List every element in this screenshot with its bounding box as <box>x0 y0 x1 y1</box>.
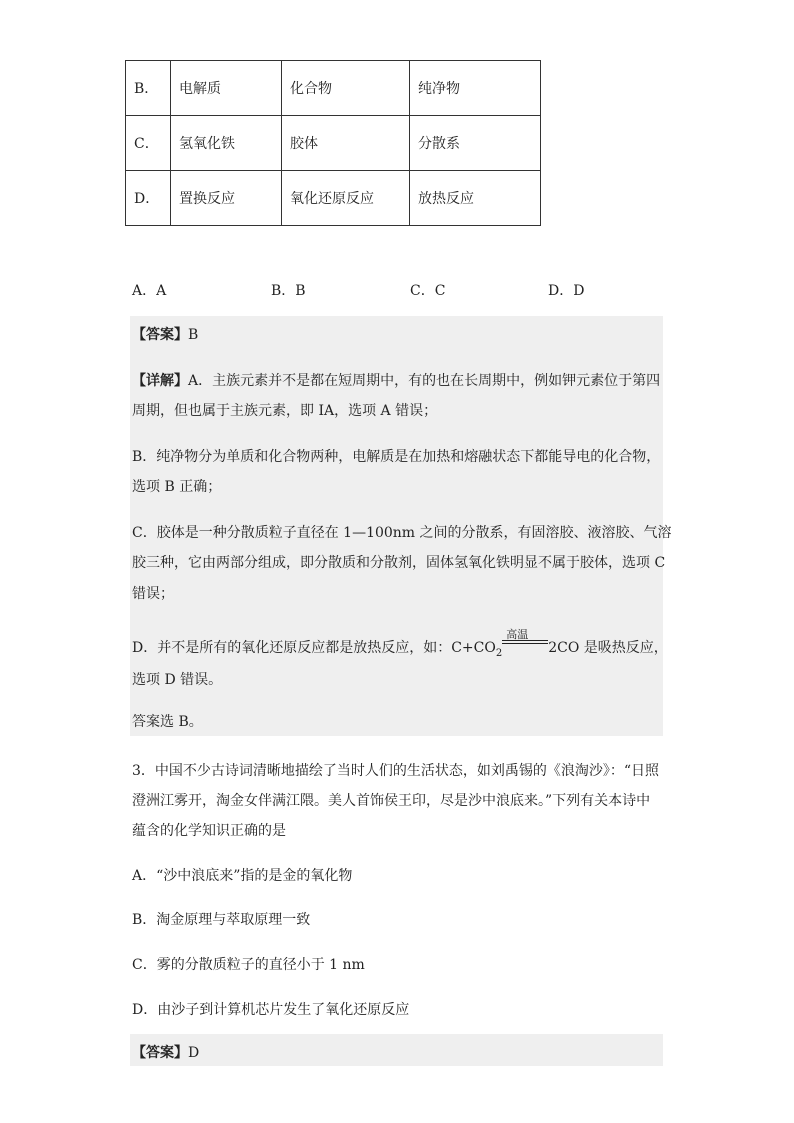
q2-detail-line-5: C．胶体是一种分散质粒子直径在 1—100nm 之间的分散系，有固溶胶、液溶胶、气溶 <box>132 525 672 541</box>
classification-table <box>125 60 541 226</box>
option-b: B．B <box>271 283 306 299</box>
q3-answer-block <box>130 1034 663 1066</box>
q2-detail-line-1 <box>132 370 660 390</box>
q2-detail-line-4: 选项 B 正确； <box>132 479 222 495</box>
table-row <box>126 61 541 116</box>
answer-tag: 【答案】 <box>132 327 188 343</box>
q3-option-a: A．“沙中浪底来”指的是金的氧化物 <box>132 868 353 884</box>
answer-tag: 【答案】 <box>132 1045 188 1061</box>
q3-stem-line-3: 蕴含的化学知识正确的是 <box>132 823 286 839</box>
table-row <box>126 171 541 226</box>
q3-answer <box>132 1042 199 1062</box>
answer-value: D <box>188 1045 200 1061</box>
q2-detail-line-7: 错误； <box>132 586 174 602</box>
q2-options <box>132 280 652 300</box>
table-cell: 分散系 <box>410 116 541 171</box>
q2-answer <box>132 324 198 344</box>
table-cell: 氢氧化铁 <box>171 116 282 171</box>
table-cell: 置换反应 <box>171 171 282 226</box>
table-cell: 胶体 <box>282 116 410 171</box>
table-cell: D． <box>126 171 171 226</box>
option-d: D．D <box>548 283 585 299</box>
table-cell: B． <box>126 61 171 116</box>
table-cell: 化合物 <box>282 61 410 116</box>
q3-stem-line-1: 3．中国不少古诗词清晰地描绘了当时人们的生活状态，如刘禹锡的《浪淘沙》：“日照 <box>132 763 660 779</box>
answer-value: B <box>188 327 199 343</box>
reaction-condition <box>502 628 548 652</box>
option-a: A．A <box>132 283 167 299</box>
q3-stem-line-2: 澄洲江雾开，淘金女伴满江隈。美人首饰侯王印，尽是沙中浪底来。”下列有关本诗中 <box>132 793 651 809</box>
option-c: C．C <box>410 283 446 299</box>
d-subscript: 2 <box>495 647 503 659</box>
detail-text: A．主族元素并不是都在短周期中，有的也在长周期中，例如钾元素位于第四 <box>188 373 661 389</box>
q2-detail-line-6: 胶三种，它由两部分组成，即分散质和分散剂，固体氢氧化铁明显不属于胶体，选项 C <box>132 555 666 571</box>
q3-option-c: C．雾的分散质粒子的直径小于 1 nm <box>132 957 365 973</box>
table-cell: 放热反应 <box>410 171 541 226</box>
detail-tag: 【详解】 <box>132 373 188 389</box>
table-cell: 氧化还原反应 <box>282 171 410 226</box>
table-cell: 纯净物 <box>410 61 541 116</box>
table-cell: 电解质 <box>171 61 282 116</box>
condition-bar <box>502 640 548 641</box>
table-row <box>126 116 541 171</box>
q3-option-d: D．由沙子到计算机芯片发生了氧化还原反应 <box>132 1002 410 1018</box>
d-suffix: 2CO 是吸热反应， <box>548 640 668 656</box>
q2-conclusion: 答案选 B。 <box>132 714 203 730</box>
condition-label: 高温 <box>506 628 529 641</box>
q2-detail-line-d <box>132 628 668 659</box>
q2-detail-line-2: 周期，但也属于主族元素，即 IA，选项 A 错误； <box>132 403 438 419</box>
condition-bar <box>502 643 548 644</box>
q3-option-b: B．淘金原理与萃取原理一致 <box>132 912 311 928</box>
table-cell: C． <box>126 116 171 171</box>
q2-detail-line-3: B．纯净物分为单质和化合物两种，电解质是在加热和熔融状态下都能导电的化合物， <box>132 449 661 465</box>
q2-detail-line-d2: 选项 D 错误。 <box>132 672 223 688</box>
d-prefix: D．并不是所有的氧化还原反应都是放热反应，如：C+CO <box>132 640 496 656</box>
